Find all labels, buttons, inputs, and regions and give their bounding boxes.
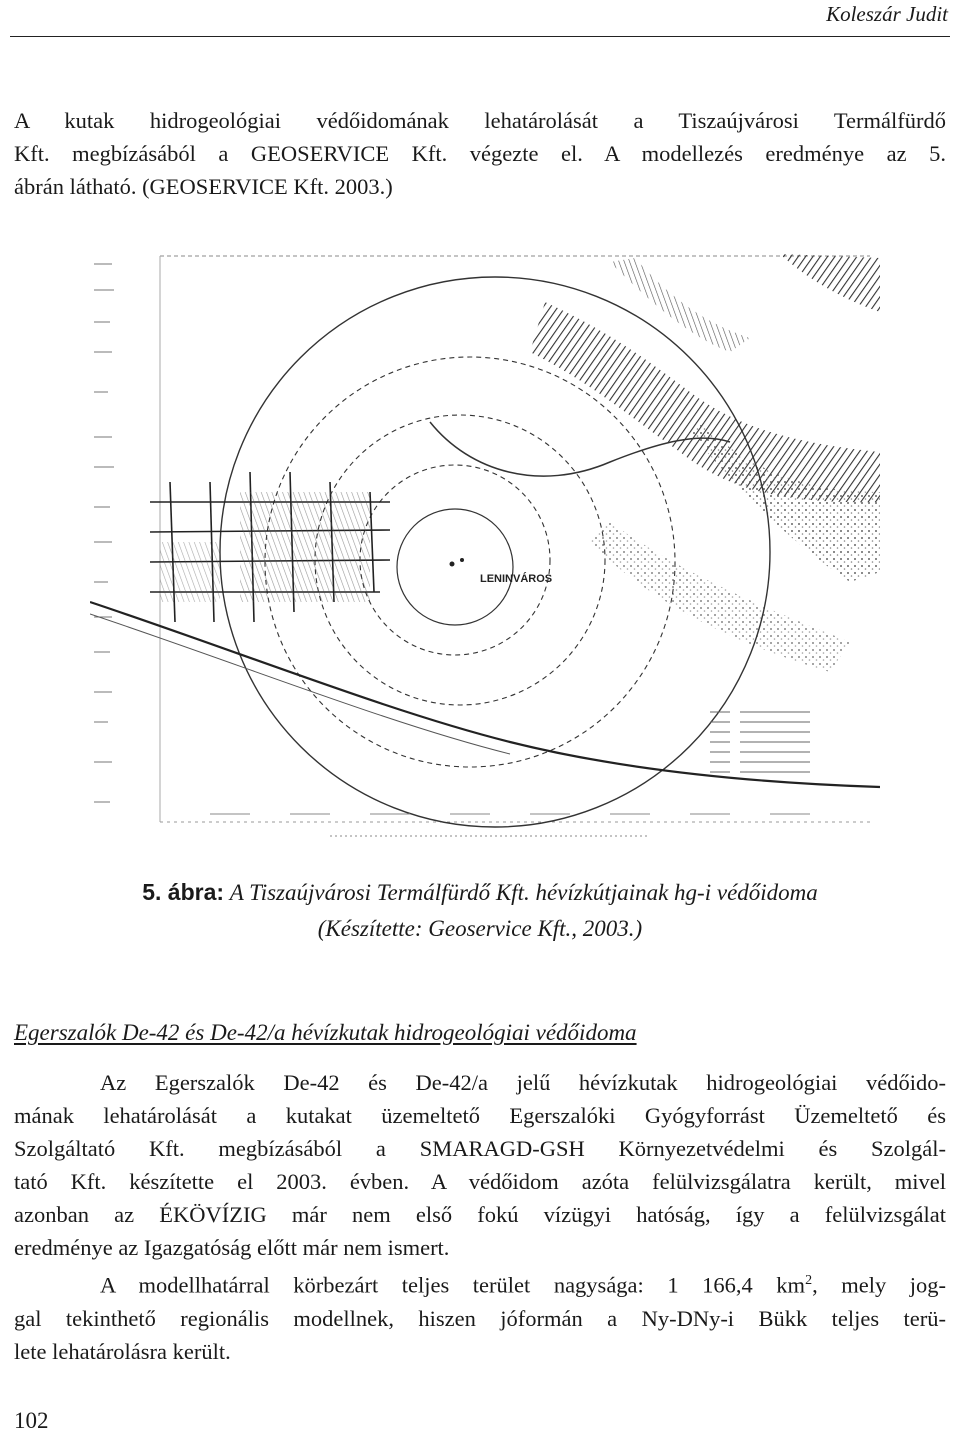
intro-paragraph <box>14 104 946 203</box>
left-axis-ticks <box>94 264 114 802</box>
area-text-tail: , mely jog- <box>812 1272 947 1298</box>
road-line <box>90 614 510 754</box>
river-hatch-north <box>780 254 880 312</box>
inner-zone-circle <box>397 509 513 625</box>
figure-caption-line2 <box>0 912 960 945</box>
town-built-area-west <box>160 542 220 602</box>
town-built-area <box>240 492 370 602</box>
section-paragraph-1 <box>14 1066 946 1264</box>
running-header-author: Koleszár Judit <box>826 2 948 26</box>
intro-line: Kft. megbízásából a GEOSERVICE Kft. végezte el. A modellezés eredménye az 5. <box>14 141 946 166</box>
protection-zone-map <box>90 242 880 850</box>
figure-caption-credit: (Készítette: Geoservice Kft., 2003.) <box>317 916 643 941</box>
body-line: Az Egerszalók De-42 és De-42/a jelű hévízkutak hidrogeológiai védőido- <box>100 1070 946 1095</box>
map-town-label: LENINVÁROS <box>480 573 553 585</box>
well-markers <box>450 558 465 567</box>
section-heading: Egerszalók De-42 és De-42/a hévízkutak hidrogeológiai védőidoma <box>14 1020 637 1045</box>
header-rule <box>10 36 950 37</box>
area-unit-superscript: 2 <box>805 1273 813 1288</box>
section-paragraph-2 <box>14 1264 946 1368</box>
figure-number: 5. ábra: <box>142 879 225 905</box>
body-line: azonban az ÉKÖVÍZIG már nem első fokú vízügyi hatóság, így a felülvizsgálat <box>14 1202 946 1227</box>
intro-line: ábrán látható. (GEOSERVICE Kft. 2003.) <box>14 174 393 199</box>
river-side-hatch <box>610 258 750 352</box>
body-line: Szolgáltató Kft. megbízásából a SMARAGD-GSH Környezetvédelmi és Szolgál- <box>14 1136 946 1161</box>
figure-caption-line1 <box>0 876 960 909</box>
body-line: eredménye az Igazgatóság előtt már nem ismert. <box>14 1235 450 1260</box>
bottom-axis-ticks <box>210 814 810 836</box>
area-text: A modellhatárral körbezárt teljes terület nagysága: 1 166,4 km <box>100 1272 806 1298</box>
body-line: tató Kft. készítette el 2003. évben. A védőidom azóta felülvizsgálatra került, mivel <box>14 1169 946 1194</box>
intro-line: A kutak hidrogeológiai védőidomának lehatárolását a Tiszaújvárosi Termálfürdő <box>14 108 946 133</box>
body-line <box>14 1264 946 1302</box>
body-line: gal tekinthető regionális modellnek, hiszen jóformán a Ny-DNy-i Bükk teljes terü- <box>14 1305 946 1331</box>
page-number: 102 <box>14 1408 49 1433</box>
figure-caption-title: A Tiszaújvárosi Termálfürdő Kft. hévízkútjainak hg-i védőidoma <box>229 880 818 905</box>
body-line: lete lehatárolásra került. <box>14 1338 231 1364</box>
body-line: mának lehatárolását a kutakat üzemeltető Egerszalóki Gyógyforrást Üzemeltető és <box>14 1103 946 1128</box>
legend-block <box>710 712 810 772</box>
